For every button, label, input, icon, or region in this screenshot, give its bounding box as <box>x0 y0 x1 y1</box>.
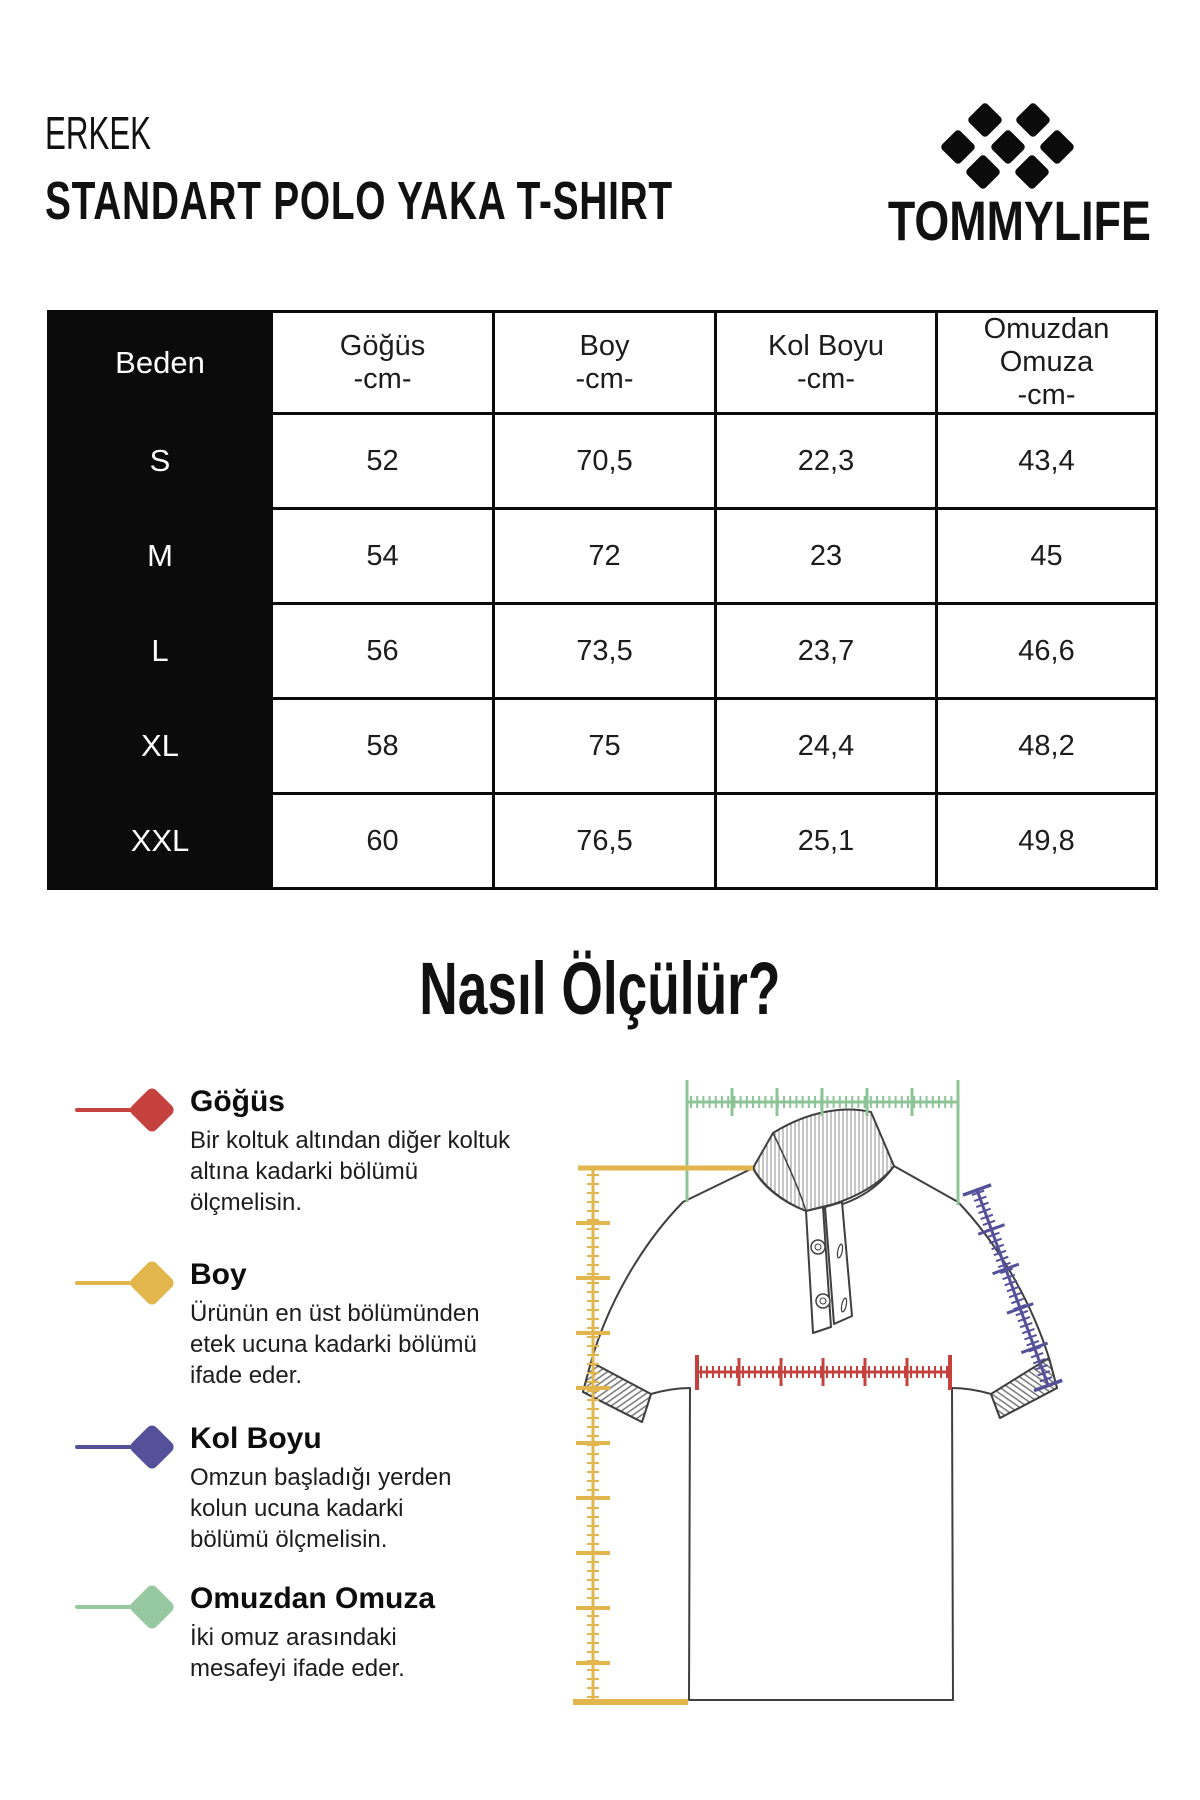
size-value-cell: 22,3 <box>716 414 937 509</box>
brand-name: TOMMYLIFE <box>887 189 1151 252</box>
size-value-cell: 58 <box>272 699 494 794</box>
table-row <box>49 414 1157 509</box>
size-value-cell: 70,5 <box>494 414 716 509</box>
size-label: L <box>49 604 272 699</box>
col-header-gogus: Göğüs -cm- <box>272 312 494 414</box>
table-row <box>49 509 1157 604</box>
size-value-cell: 54 <box>272 509 494 604</box>
table-row <box>49 699 1157 794</box>
size-value-cell: 52 <box>272 414 494 509</box>
size-value-cell: 76,5 <box>494 794 716 889</box>
size-value-cell: 49,8 <box>937 794 1157 889</box>
size-label: XL <box>49 699 272 794</box>
size-value-cell: 45 <box>937 509 1157 604</box>
table-row <box>49 794 1157 889</box>
page-title: STANDART POLO YAKA T-SHIRT <box>45 171 673 231</box>
col-header-kol-boyu: Kol Boyu -cm- <box>716 312 937 414</box>
measure-section-title: Nasıl Ölçülür? <box>419 947 781 1030</box>
size-value-cell: 56 <box>272 604 494 699</box>
shirt-outline <box>583 1110 1057 1700</box>
size-table <box>47 310 1158 890</box>
kol-boyu-diamond-icon <box>128 1423 176 1471</box>
product-category: ERKEK <box>45 107 152 159</box>
size-value-cell: 23,7 <box>716 604 937 699</box>
size-value-cell: 46,6 <box>937 604 1157 699</box>
size-value-cell: 43,4 <box>937 414 1157 509</box>
boy-diamond-icon <box>128 1259 176 1307</box>
polo-shirt-diagram <box>490 1050 1110 1750</box>
size-guide-page: ERKEK STANDART POLO YAKA T-SHIRT TOMMYLIFE Beden Göğüs -cm- Boy -cm- Kol Boyu -cm- Omuzdan Omuza -cm- S 52 70,5 22,3 43,4 M 54 72 23 45 L 56 73,5 23,7 46,6 XL 58 75 24,4 48,2 XXL 60 76,5 25,1 49,8 Nasıl Ölçülür? Göğüs Bir koltuk altından diğer koltuk altına kadarki bölümü ölçmelisin. Boy Ürünün en üst bölümünden etek ucuna kadarki bölümü ifade eder. Kol Boyu Omzun başladığı yerden kolun ucuna kadarki bölümü ölçmelisin. Omuzdan Omuza İki omuz arasındaki mesafeyi ifade eder. <box>0 0 1200 1800</box>
size-value-cell: 73,5 <box>494 604 716 699</box>
table-row <box>49 604 1157 699</box>
size-value-cell: 25,1 <box>716 794 937 889</box>
size-value-cell: 24,4 <box>716 699 937 794</box>
col-header-omuzdan-omuza: Omuzdan Omuza -cm- <box>937 312 1157 414</box>
col-header-boy: Boy -cm- <box>494 312 716 414</box>
size-value-cell: 60 <box>272 794 494 889</box>
omuzdan-omuza-diamond-icon <box>128 1583 176 1631</box>
gogus-diamond-icon <box>128 1086 176 1134</box>
size-value-cell: 23 <box>716 509 937 604</box>
size-label: XXL <box>49 794 272 889</box>
size-value-cell: 72 <box>494 509 716 604</box>
size-value-cell: 75 <box>494 699 716 794</box>
size-label: M <box>49 509 272 604</box>
size-value-cell: 48,2 <box>937 699 1157 794</box>
size-label: S <box>49 414 272 509</box>
tommylife-logo-icon <box>930 85 1080 195</box>
col-header-beden: Beden <box>49 312 272 414</box>
